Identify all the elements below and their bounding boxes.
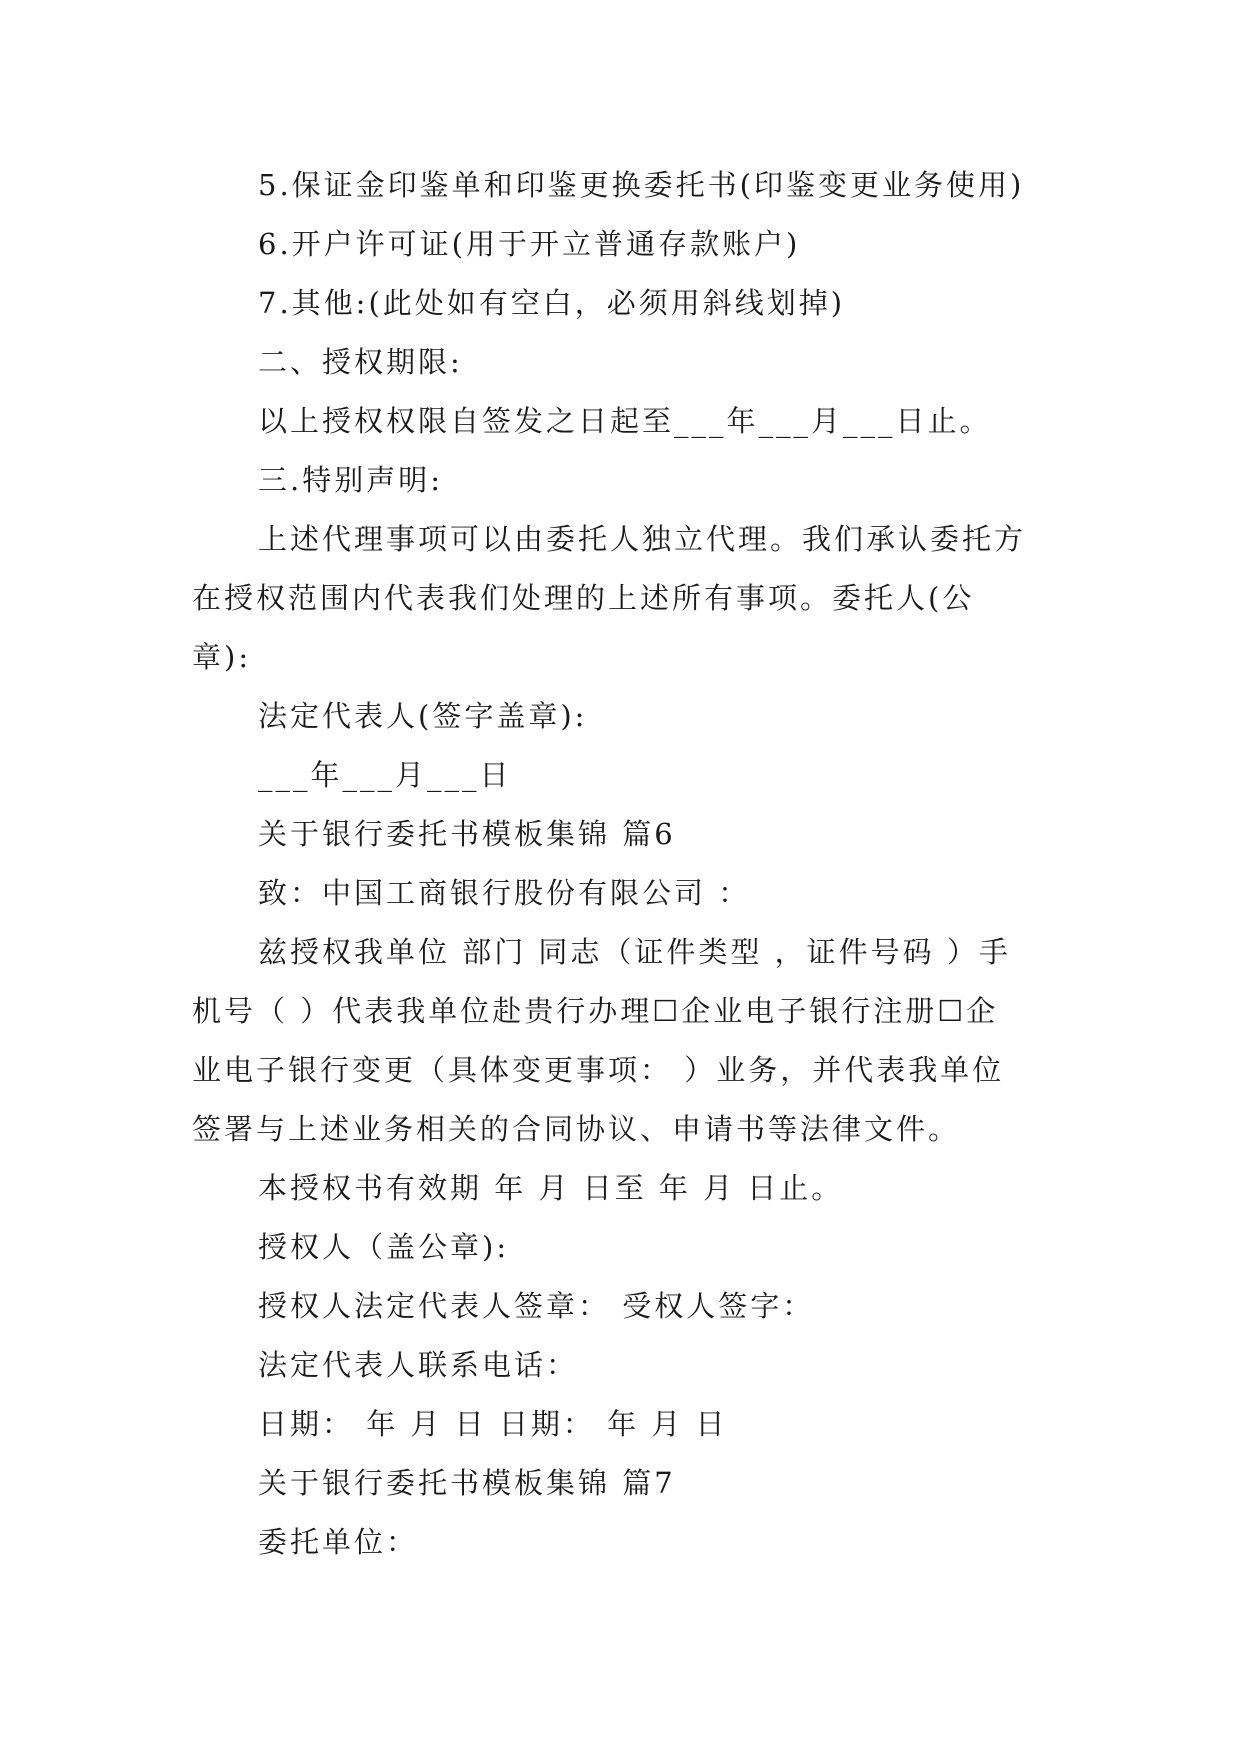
signatures-line: 授权人法定代表人签章： 受权人签字：: [258, 1289, 815, 1323]
validity-period: 本授权书有效期 年 月 日至 年 月 日止。: [258, 1171, 844, 1205]
entrusting-unit: 委托单位：: [258, 1525, 419, 1559]
declaration-line-3: 章):: [192, 640, 252, 674]
authorization-line-4: 签署与上述业务相关的合同协议、申请书等法律文件。: [192, 1112, 961, 1146]
authorization-line-2: 机号（ ）代表我单位赴贵行办理☐企业电子银行注册☐企: [192, 994, 999, 1028]
authorization-line-3: 业电子银行变更（具体变更事项： ）业务，并代表我单位: [192, 1053, 1005, 1087]
legal-rep-phone: 法定代表人联系电话：: [258, 1348, 579, 1382]
declaration-line-2: 在授权范围内代表我们处理的上述所有事项。委托人(公: [192, 581, 975, 615]
declaration-paragraph: [192, 510, 1062, 687]
section-2-heading: 二、授权期限:: [258, 345, 463, 379]
item-6-account-permit: 6.开户许可证(用于开立普通存款账户): [258, 227, 801, 261]
authorization-line-1: 兹授权我单位 部门 同志（证件类型 ，证件号码 ）手: [258, 935, 1011, 969]
legal-rep-signature: 法定代表人(签字盖章):: [258, 699, 588, 733]
item-7-other: 7.其他:(此处如有空白，必须用斜线划掉): [258, 286, 846, 320]
section-title-6: 关于银行委托书模板集锦 篇6: [258, 817, 676, 851]
addressee: 致：中国工商银行股份有限公司 ：: [258, 876, 751, 910]
section-3-heading: 三.特别声明:: [258, 463, 443, 497]
authorization-paragraph: [192, 923, 1062, 1159]
section-title-7: 关于银行委托书模板集锦 篇7: [258, 1466, 676, 1500]
authorization-period-text: 以上授权权限自签发之日起至___年___月___日止。: [258, 404, 992, 438]
item-5-deposit-seal: 5.保证金印鉴单和印鉴更换委托书(印鉴变更业务使用): [258, 168, 1025, 202]
grantor-seal: 授权人（盖公章):: [258, 1230, 510, 1264]
dates-line: 日期： 年 月 日 日期： 年 月 日: [258, 1407, 728, 1441]
declaration-line-1: 上述代理事项可以由委托人独立代理。我们承认委托方: [258, 522, 1027, 556]
date-blank: ___年___月___日: [258, 758, 512, 792]
document-body: [192, 156, 1062, 1572]
